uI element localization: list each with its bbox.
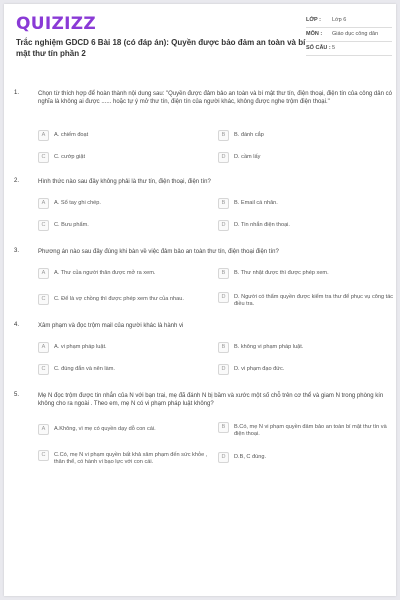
option-text: D. Tin nhắn điện thoại. [234, 222, 290, 228]
option-text: D. vi phạm đạo đức. [234, 366, 285, 372]
option-text: D.B, C đúng. [234, 454, 267, 460]
option-text: D. Người có thẩm quyền được kiểm tra thư để phục vụ công tác điều tra. [234, 294, 394, 307]
question-4 [14, 322, 392, 382]
option-text: B. Thư nhặt được thì được phép xem. [234, 270, 329, 276]
question-number: 3. [14, 248, 20, 254]
question-3 [14, 248, 392, 318]
option-letter: D [218, 152, 229, 163]
option-text: C. Để là vợ chồng thì được phép xem thư của nhau. [54, 296, 184, 302]
worksheet-meta [306, 14, 392, 56]
question-number: 4. [14, 322, 20, 328]
worksheet-page [4, 4, 396, 596]
option-letter: C [38, 364, 49, 375]
option-text: C. Bưu phẩm. [54, 222, 89, 228]
option-text: A. Sổ tay ghi chép. [54, 200, 101, 206]
option-text: B. đánh cắp [234, 132, 264, 138]
option-letter: C [38, 294, 49, 305]
question-text: Xâm phạm và đọc trộm mail của người khác là hành vi [38, 323, 184, 329]
option-letter: D [218, 220, 229, 231]
option-letter: C [38, 152, 49, 163]
option-letter: B [218, 422, 229, 433]
option-letter: A [38, 342, 49, 353]
quizizz-logo: QUIZIZZ [16, 14, 96, 34]
question-text: Mẹ N đọc trộm được tin nhắn của N với bạn trai, mẹ đã đánh N bị bầm và xước một số chỗ trên cơ thể và giam N trong phòng kín không cho ra ngoài . Theo em, mẹ N có vi phạm pháp luật không? [38, 393, 384, 407]
question-number: 5. [14, 392, 20, 398]
worksheet-title: Trắc nghiệm GDCD 6 Bài 18 (có đáp án): Quyền được bảo đảm an toàn và bí mật thư tín phần 2 [16, 38, 306, 58]
option-letter: B [218, 198, 229, 209]
meta-class-row [306, 14, 392, 28]
option-letter: D [218, 292, 229, 303]
option-text: A. chiếm đoạt [54, 132, 89, 138]
question-1 [14, 90, 392, 170]
option-letter: B [218, 268, 229, 279]
option-letter: A [38, 130, 49, 141]
question-2 [14, 178, 392, 238]
option-letter: A [38, 424, 49, 435]
option-text: B. không vi phạm pháp luật. [234, 344, 304, 350]
option-letter: B [218, 342, 229, 353]
question-5 [14, 392, 392, 482]
option-letter: C [38, 220, 49, 231]
option-text: A.Không, vì mẹ có quyền dạy dỗ con cái. [54, 426, 156, 432]
count-value: 5 [332, 45, 336, 51]
question-number: 1. [14, 90, 20, 96]
option-letter: A [38, 198, 49, 209]
subject-value: Giáo dục công dân [332, 31, 379, 37]
subject-label: MÔN : [306, 31, 323, 37]
option-text: C. đúng đắn và nên làm. [54, 366, 115, 372]
question-text: Chọn từ thích hợp để hoàn thành nội dung sau: "Quyền được đảm bảo an toàn và bí mật thư tín, điện thoại, điện tín của công dân có nghĩa là không ai được ...... hoặc tự ý mở thư tín, điện tín của người khác, không được nghe trộm điện thoại." [38, 91, 392, 105]
question-text: Hình thức nào sau đây không phải là thư tín, điện thoại, điện tín? [38, 179, 211, 185]
option-letter: D [218, 452, 229, 463]
class-label: LỚP : [306, 17, 321, 23]
option-letter: B [218, 130, 229, 141]
option-text: A. Thư của người thân được mở ra xem. [54, 270, 156, 276]
meta-count-row [306, 42, 392, 56]
question-number: 2. [14, 178, 20, 184]
class-value: Lớp 6 [332, 17, 347, 23]
option-letter: C [38, 450, 49, 461]
option-text: B.Có, mẹ N vi phạm quyền đảm bảo an toàn bí mật thư tín và điện thoại. [234, 424, 387, 437]
meta-subject-row [306, 28, 392, 42]
option-text: B. Email cá nhân. [234, 200, 278, 206]
option-text: C.Có, mẹ N vi phạm quyền bất khả xâm phạm đến sức khỏe , thân thể, có hành vi bạo lực với con cái. [54, 452, 208, 465]
count-label: SỐ CÂU : [306, 45, 331, 51]
option-text: C. cướp giật [54, 154, 86, 160]
option-text: D. cầm lấy [234, 154, 261, 160]
question-text: Phương án nào sau đây đúng khi bàn về việc đảm bảo an toàn thư tín, điện thoại điện tín? [38, 249, 279, 255]
option-text: A. vi phạm pháp luật. [54, 344, 107, 350]
option-letter: D [218, 364, 229, 375]
option-letter: A [38, 268, 49, 279]
